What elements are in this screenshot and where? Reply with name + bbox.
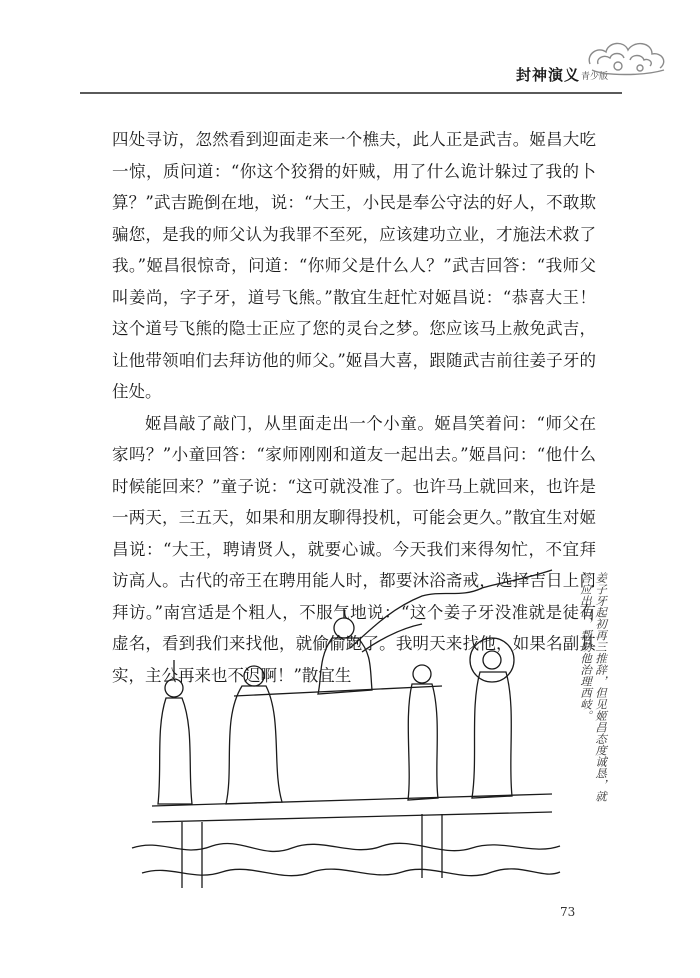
book-title: 封神演义 xyxy=(515,66,580,84)
illustration-caption: 姜子牙起初再三推辞，但见姬昌态度诚恳，就答应出山，帮助他治理西岐。 xyxy=(579,572,608,802)
header-rule xyxy=(80,92,622,94)
running-header xyxy=(0,0,700,100)
illustration-carrying-scene xyxy=(122,568,562,898)
book-edition: 青少版 xyxy=(580,72,608,82)
paragraph-1: 四处寻访，忽然看到迎面走来一个樵夫，此人正是武吉。姬昌大吃一惊，质问道：“你这个狡猾的奸贼，用了什么诡计躲过了我的卜算？”武吉跪倒在地，说：“大王，小民是奉公守法的好人，不敢欺骗您，是我的师父认为我罪不至死，应该建功立业，才施法术救了我。”姬昌很惊奇，问道：“你师父是什么人？”武吉回答：“我师父叫姜尚，字子牙，道号飞熊。”散宜生赶忙对姬昌说：“恭喜大王！这个道号飞熊的隐士正应了您的灵台之梦。您应该马上赦免武吉，让他带领咱们去拜访他的师父。”姬昌大喜，跟随武吉前往姜子牙的住处。 xyxy=(112,130,596,401)
page-number: 73 xyxy=(560,905,576,919)
paragraph-2: 姬昌敲了敲门，从里面走出一个小童。姬昌笑着问：“师父在家吗？”小童回答：“家师刚刚和道友一起出去。”姬昌问：“他什么时候能回来？”童子说：“这可就没准了。也许马上就回来，也许是一两天，三五天，如果和朋友聊得投机，可能会更久。”散宜生对姬昌说：“大王，聘请贤人，就要心诚。今天我们来得匆忙，不宜拜访高人。古代的帝王在聘用能人时，都要沐浴斋戒，选择吉日上门拜访。”南宫适是个粗人，不服气地说：“这个姜子牙没准就是徒有虚名，看到我们来找他，就偷偷跑了。我明天来找他，如果名副其实，主公再来也不迟啊！”散宜生 xyxy=(112,413,596,685)
cloud-ornament-icon xyxy=(584,34,670,80)
